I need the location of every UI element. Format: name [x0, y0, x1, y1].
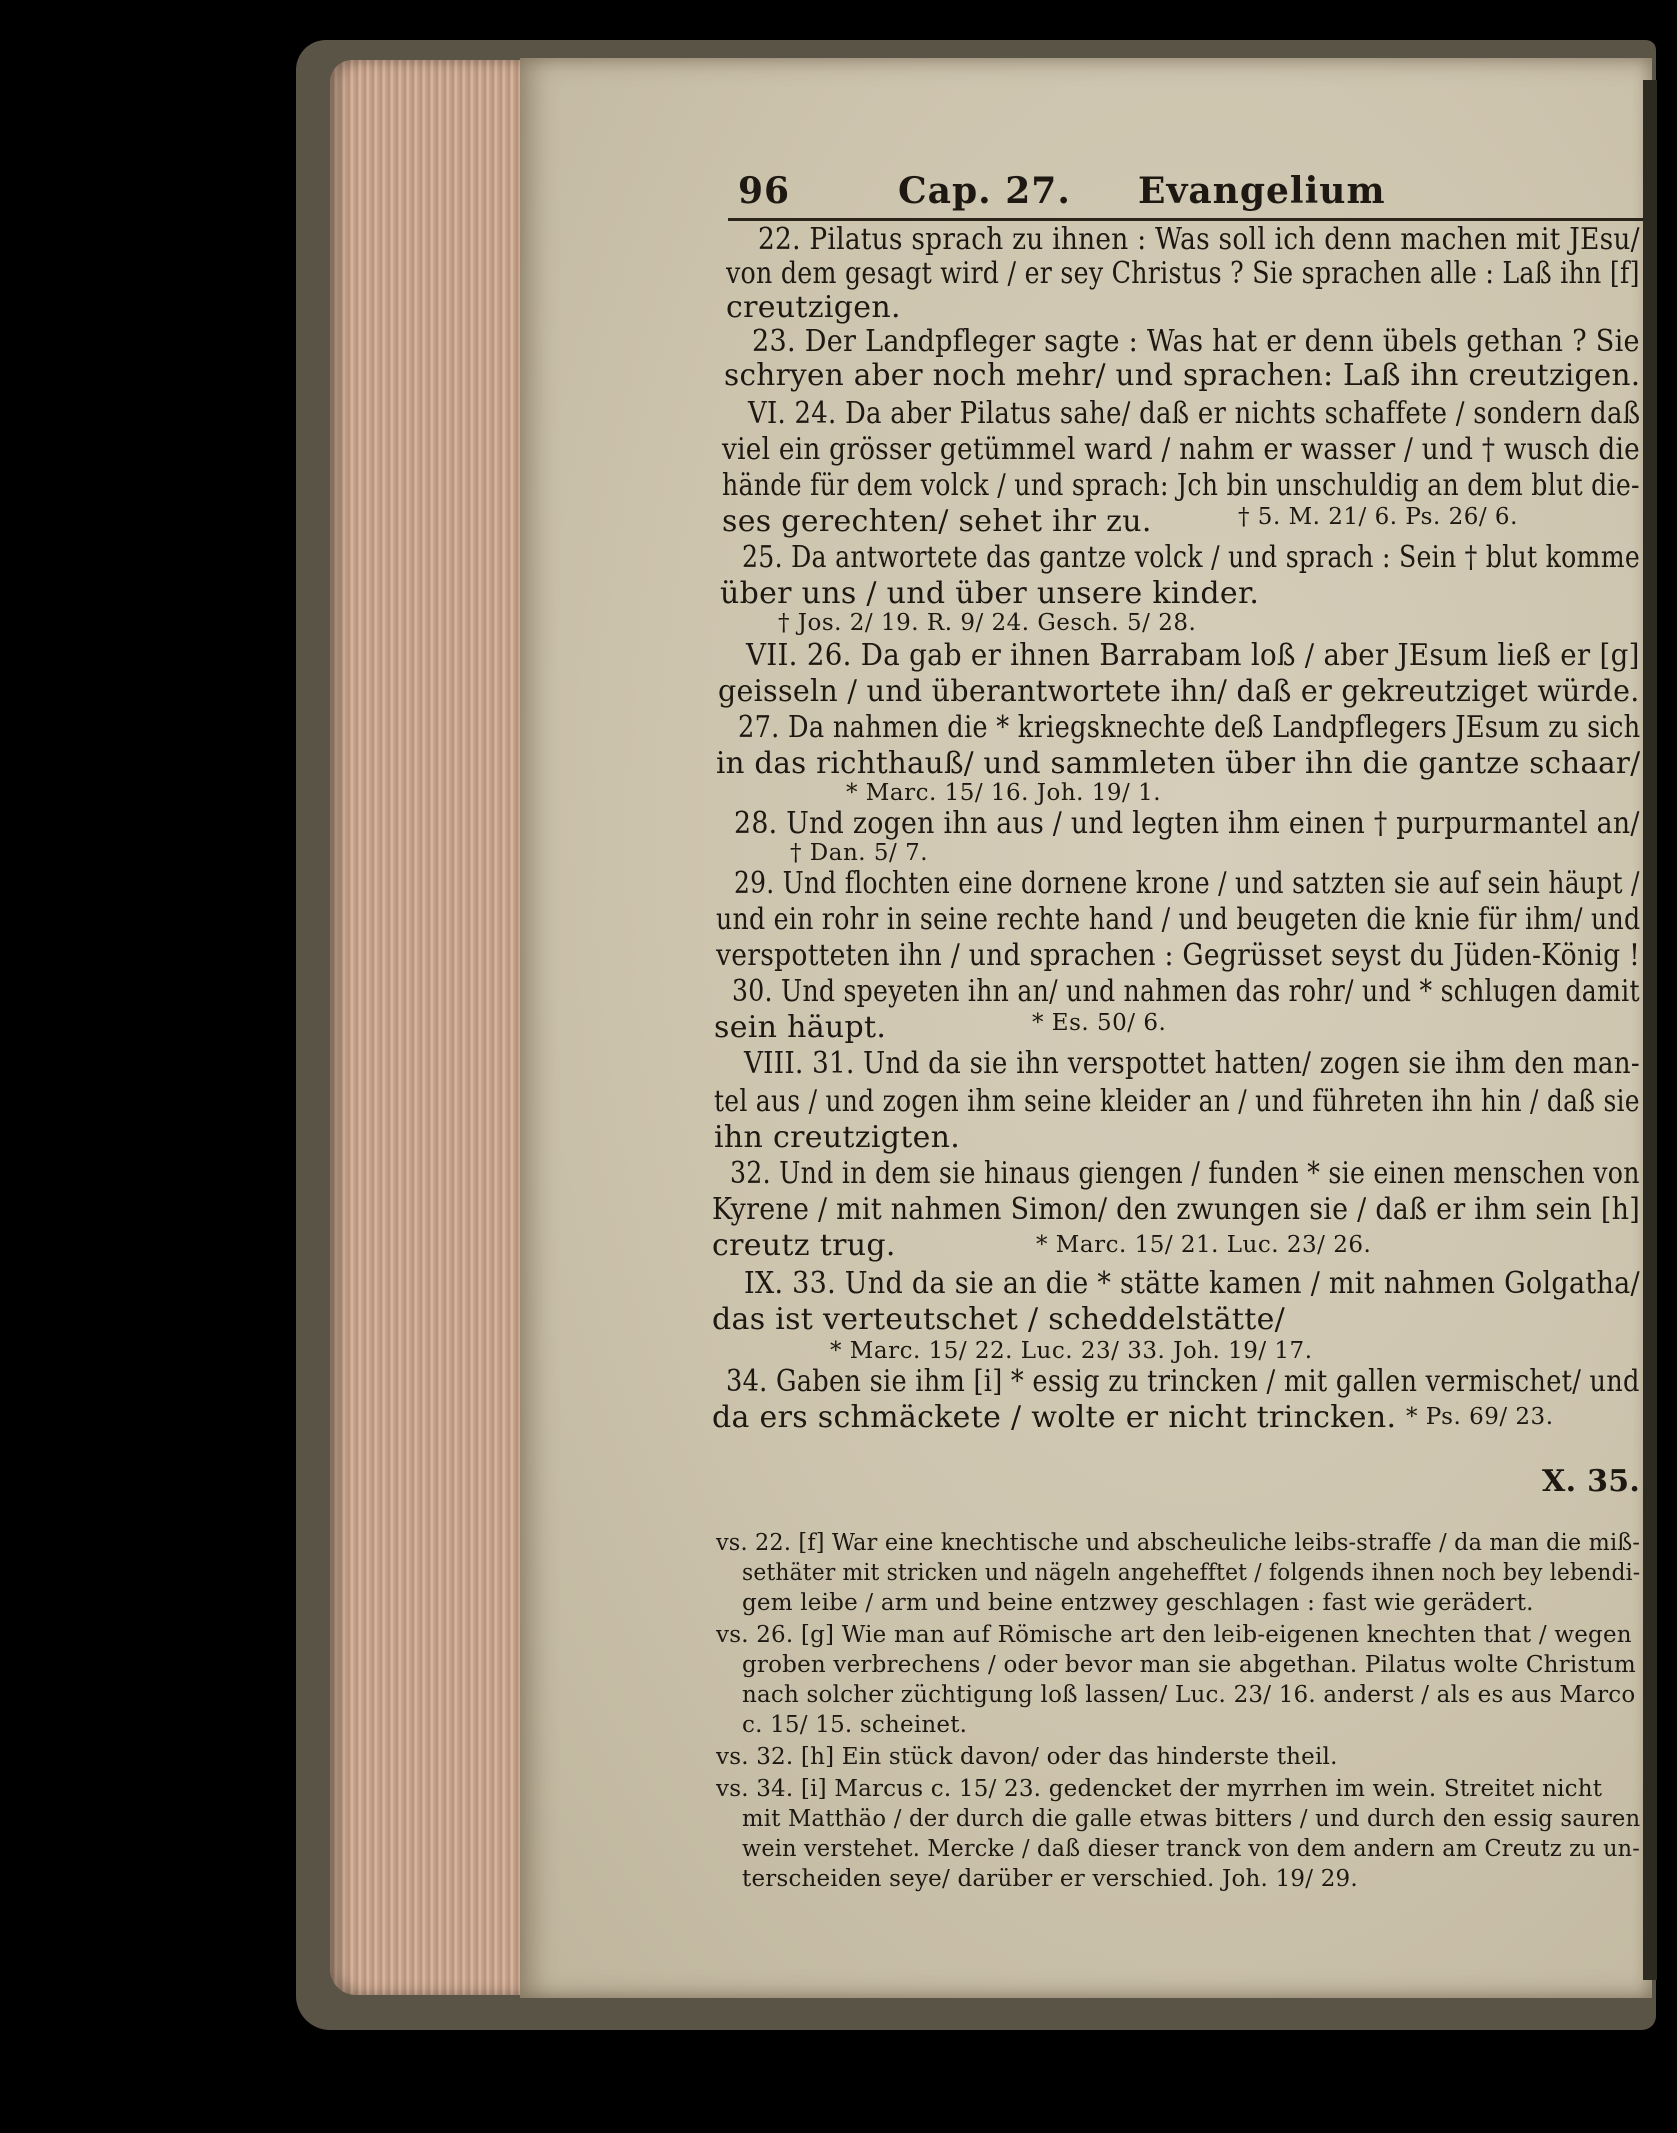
footnote-line: mit Matthäo / der durch die galle etwas bitters / und durch den essig sauren	[742, 1806, 1641, 1832]
footnote-line: c. 15/ 15. scheinet.	[742, 1712, 968, 1738]
verse-line: Kyrene / mit nahmen Simon/ den zwungen sie / daß er ihm sein [h]	[712, 1192, 1641, 1227]
footnote-line: sethäter mit stricken und nägeln angehefftet / folgends ihnen noch bey lebendi-	[742, 1560, 1641, 1586]
cross-reference: † Jos. 2/ 19. R. 9/ 24. Gesch. 5/ 28.	[778, 610, 1197, 636]
verse-line: 29. Und flochten eine dornene krone / und satzten sie auf sein häupt /	[734, 866, 1640, 901]
header-rule	[728, 218, 1643, 221]
verse-line: über uns / und über unsere kinder.	[720, 576, 1260, 611]
cross-reference: * Ps. 69/ 23.	[1406, 1404, 1554, 1430]
verse-line: 34. Gaben sie ihm [i] * essig zu trincken / mit gallen vermischet/ und	[726, 1364, 1640, 1399]
verse-line: 32. Und in dem sie hinaus giengen / funden * sie einen menschen von	[730, 1156, 1640, 1191]
verse-line: ses gerechten/ sehet ihr zu.	[722, 504, 1152, 539]
verse-line: das ist verteutschet / scheddelstätte/	[712, 1302, 1286, 1337]
verse-line: geisseln / und überantwortete ihn/ daß er gekreutziget würde.	[718, 674, 1640, 709]
catchword: X. 35.	[1542, 1464, 1641, 1499]
verse-line: tel aus / und zogen ihm seine kleider an / und führeten ihn hin / daß sie	[714, 1084, 1640, 1119]
footnote-line: gem leibe / arm und beine entzwey geschlagen : fast wie gerädert.	[742, 1590, 1534, 1616]
footnote-line: groben verbrechens / oder bevor man sie abgethan. Pilatus wolte Christum	[742, 1652, 1636, 1678]
verse-line: VI. 24. Da aber Pilatus sahe/ daß er nichts schaffete / sondern daß	[748, 396, 1641, 431]
verse-line: 22. Pilatus sprach zu ihnen : Was soll ich denn machen mit JEsu/	[758, 222, 1640, 257]
cross-reference: * Marc. 15/ 16. Joh. 19/ 1.	[846, 780, 1162, 806]
verse-line: 25. Da antwortete das gantze volck / und sprach : Sein † blut komme	[742, 540, 1641, 575]
page-number: 96	[738, 170, 791, 212]
verse-line: VIII. 31. Und da sie ihn verspottet hatten/ zogen sie ihm den man-	[744, 1046, 1640, 1081]
verse-line: IX. 33. Und da sie an die * stätte kamen / mit nahmen Golgatha/	[744, 1266, 1640, 1301]
footnote-line: wein verstehet. Mercke / daß dieser tranck von dem andern am Creutz zu un-	[742, 1836, 1641, 1862]
verse-line: viel ein grösser getümmel ward / nahm er wasser / und † wusch die	[722, 432, 1640, 467]
verse-line: 27. Da nahmen die * kriegsknechte deß Landpflegers JEsum zu sich	[738, 710, 1641, 745]
footnote-line: vs. 26. [g] Wie man auf Römische art den leib-eigenen knechten that / wegen	[716, 1622, 1632, 1648]
footnote-line: terscheiden seye/ darüber er verschied. Joh. 19/ 29.	[742, 1866, 1358, 1892]
cross-reference: * Es. 50/ 6.	[1032, 1010, 1167, 1036]
page-edges	[330, 60, 520, 1995]
cross-reference: * Marc. 15/ 21. Luc. 23/ 26.	[1036, 1232, 1372, 1258]
verse-line: von dem gesagt wird / er sey Christus ? Sie sprachen alle : Laß ihn [f]	[726, 256, 1640, 291]
verse-line: 30. Und speyeten ihn an/ und nahmen das rohr/ und * schlugen damit	[732, 974, 1640, 1009]
cross-reference: † Dan. 5/ 7.	[790, 840, 929, 866]
running-title: Evangelium	[1138, 170, 1386, 212]
verse-line: und ein rohr in seine rechte hand / und beugeten die knie für ihm/ und	[716, 902, 1641, 937]
verse-line: verspotteten ihn / und sprachen : Gegrüsset seyst du Jüden-König !	[716, 938, 1641, 973]
cross-reference: * Marc. 15/ 22. Luc. 23/ 33. Joh. 19/ 17.	[830, 1338, 1313, 1364]
verse-line: 23. Der Landpfleger sagte : Was hat er denn übels gethan ? Sie	[752, 324, 1640, 359]
footnote-line: vs. 22. [f] War eine knechtische und abscheuliche leibs-straffe / da man die miß-	[716, 1530, 1641, 1556]
verse-line: hände für dem volck / und sprach: Jch bin unschuldig an dem blut die-	[722, 468, 1640, 503]
cross-reference: † 5. M. 21/ 6. Ps. 26/ 6.	[1238, 504, 1518, 530]
verse-line: ihn creutzigten.	[714, 1120, 961, 1155]
verse-line: da ers schmäckete / wolte er nicht trincken.	[712, 1400, 1397, 1435]
footnote-line: nach solcher züchtigung loß lassen/ Luc. 23/ 16. anderst / als es aus Marco	[742, 1682, 1636, 1708]
verse-line: in das richthauß/ und sammleten über ihn die gantze schaar/	[716, 746, 1641, 781]
verse-line: creutz trug.	[712, 1228, 896, 1263]
verse-line: creutzigen.	[726, 290, 901, 325]
footnote-line: vs. 34. [i] Marcus c. 15/ 23. gedencket der myrrhen im wein. Streitet nicht	[716, 1776, 1603, 1802]
gutter-shadow	[1643, 80, 1657, 1980]
chapter-heading: Cap. 27.	[898, 170, 1071, 212]
verse-line: VII. 26. Da gab er ihnen Barrabam loß / aber JEsum ließ er [g]	[746, 638, 1640, 673]
verse-line: sein häupt.	[714, 1010, 887, 1045]
verse-line: 28. Und zogen ihn aus / und legten ihm einen † purpurmantel an/	[734, 806, 1640, 841]
footnote-line: vs. 32. [h] Ein stück davon/ oder das hinderste theil.	[716, 1744, 1338, 1770]
verse-line: schryen aber noch mehr/ und sprachen: Laß ihn creutzigen.	[724, 358, 1641, 393]
